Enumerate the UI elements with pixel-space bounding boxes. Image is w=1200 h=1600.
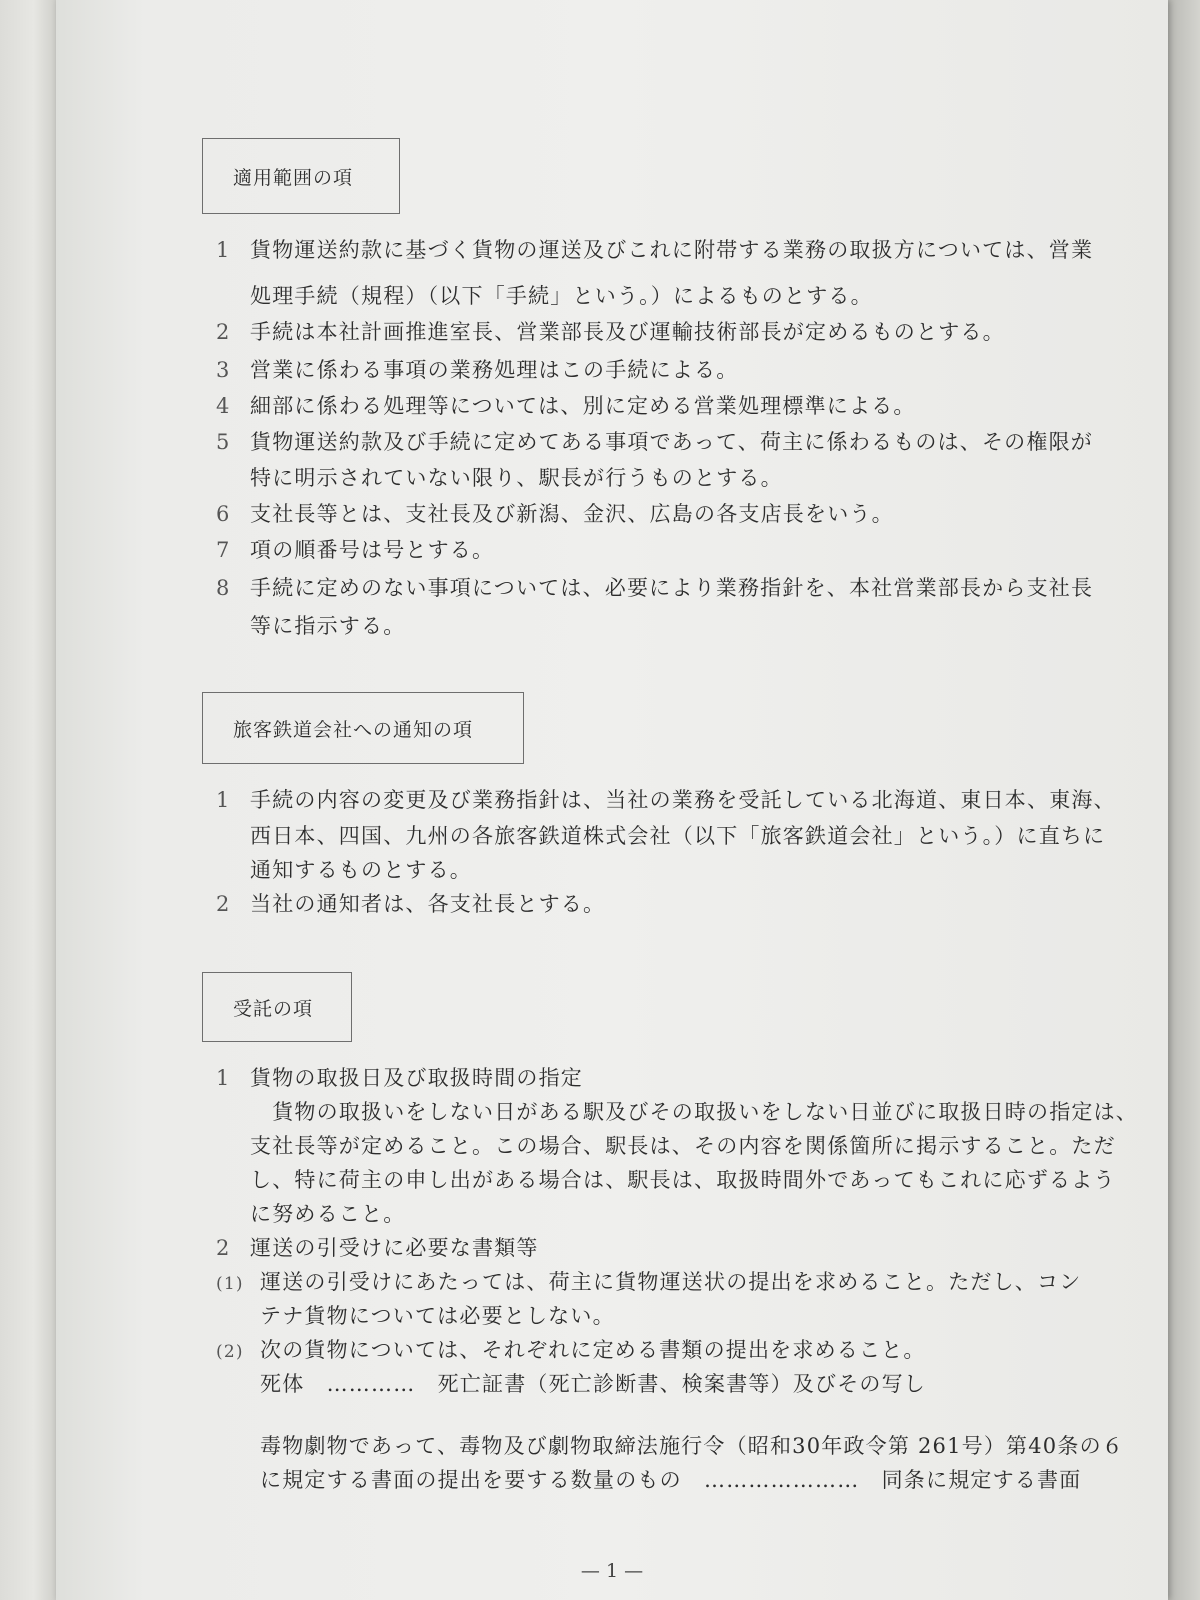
text-line: (1) 運送の引受けにあたっては、荷主に貨物運送状の提出を求めること。ただし、コン — [216, 1270, 1082, 1294]
text-line: 毒物劇物であって、毒物及び劇物取締法施行令（昭和30年政令第 261号）第40条の６ — [260, 1434, 1124, 1458]
document-page — [56, 0, 1168, 1600]
text-line: し、特に荷主の申し出がある場合は、駅長は、取扱時間外であってもこれに応ずるよう — [250, 1168, 1116, 1192]
text-line: 2 当社の通知者は、各支社長とする。 — [216, 892, 606, 916]
text-line: 特に明示されていない限り、駅長が行うものとする。 — [250, 466, 783, 490]
page-right-edge — [1168, 0, 1200, 1600]
section-heading-acceptance — [202, 972, 352, 1042]
section-heading-notice — [202, 692, 524, 764]
text-line: に規定する書面の提出を要する数量のもの ………………… 同条に規定する書面 — [260, 1468, 1082, 1492]
text-line: 2 運送の引受けに必要な書類等 — [216, 1236, 539, 1260]
text-line: 8 手続に定めのない事項については、必要により業務指針を、本社営業部長から支社長 — [216, 576, 1094, 600]
text-line: 1 貨物の取扱日及び取扱時間の指定 — [216, 1066, 583, 1090]
text-line: テナ貨物については必要としない。 — [260, 1304, 615, 1328]
binding-edge — [0, 0, 56, 1600]
text-line: 7 項の順番号は号とする。 — [216, 538, 495, 562]
text-line: 6 支社長等とは、支社長及び新潟、金沢、広島の各支店長をいう。 — [216, 502, 894, 526]
text-line: 西日本、四国、九州の各旅客鉄道株式会社（以下「旅客鉄道会社」という。）に直ちに — [250, 824, 1106, 848]
text-line: 等に指示する。 — [250, 614, 406, 638]
text-line: 死体 ………… 死亡証書（死亡診断書、検案書等）及びその写し — [260, 1372, 926, 1396]
text-line: 3 営業に係わる事項の業務処理はこの手続による。 — [216, 358, 739, 382]
text-line: (2) 次の貨物については、それぞれに定める書類の提出を求めること。 — [216, 1338, 926, 1362]
section-heading-scope — [202, 138, 400, 214]
text-line: 2 手続は本社計画推進室長、営業部長及び運輸技術部長が定めるものとする。 — [216, 320, 1005, 344]
text-line: 処理手続（規程）（以下「手続」という。）によるものとする。 — [250, 284, 873, 308]
text-line: 支社長等が定めること。この場合、駅長は、その内容を関係箇所に掲示すること。ただ — [250, 1134, 1116, 1158]
text-line: 5 貨物運送約款及び手続に定めてある事項であって、荷主に係わるものは、その権限が — [216, 430, 1093, 454]
text-line: 1 手続の内容の変更及び業務指針は、当社の業務を受託している北海道、東日本、東海、 — [216, 788, 1116, 812]
text-line: 通知するものとする。 — [250, 858, 472, 882]
section-heading-text: 受託の項 — [233, 997, 314, 1020]
section-heading-text: 旅客鉄道会社への通知の項 — [233, 718, 474, 741]
section-heading-text: 適用範囲の項 — [233, 166, 354, 189]
page-number: — 1 — — [580, 1560, 644, 1582]
text-line: 貨物の取扱いをしない日がある駅及びその取扱いをしない日並びに取扱日時の指定は、 — [250, 1100, 1138, 1124]
text-line: に努めること。 — [250, 1202, 406, 1226]
text-line: 4 細部に係わる処理等については、別に定める営業処理標準による。 — [216, 394, 916, 418]
text-line: 1 貨物運送約款に基づく貨物の運送及びこれに附帯する業務の取扱方については、営業 — [216, 238, 1094, 262]
